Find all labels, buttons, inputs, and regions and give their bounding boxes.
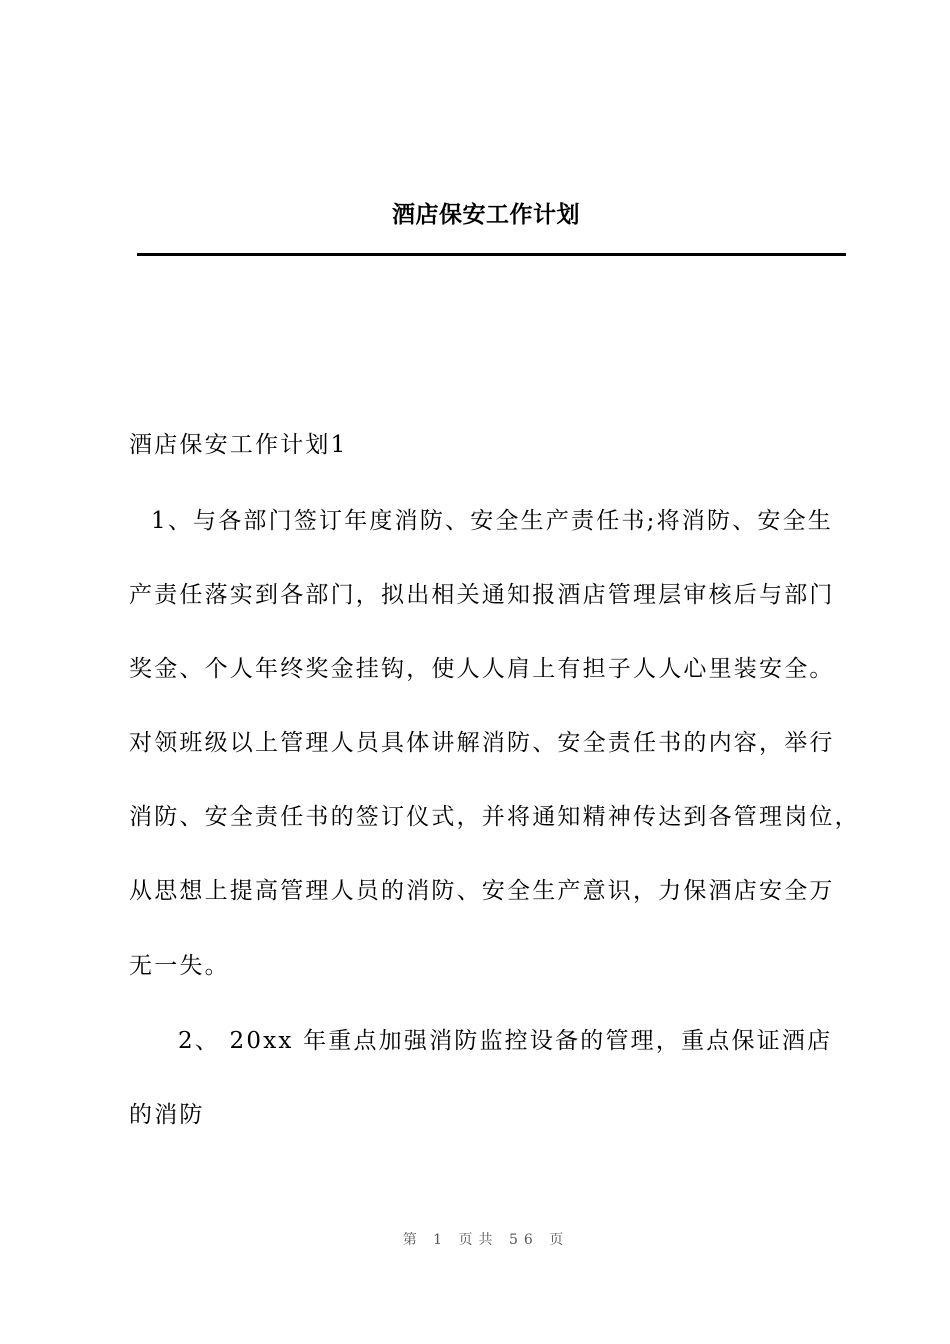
title-underline bbox=[137, 253, 846, 256]
paragraph-line: 的消防 bbox=[129, 1102, 205, 1128]
paragraph-line: 无一失。 bbox=[129, 953, 230, 979]
paragraph-line: 2、 20xx 年重点加强消防监控设备的管理，重点保证酒店 bbox=[178, 1028, 833, 1054]
paragraph-line: 奖金、个人年终奖金挂钩，使人人肩上有担子人人心里装安全。 bbox=[129, 656, 835, 682]
paragraph-line: 1、与各部门签订年度消防、安全生产责任书;将消防、安全生 bbox=[151, 508, 833, 534]
page-number-footer: 第 1 页共 56 页 bbox=[402, 1232, 570, 1248]
page-title: 酒店保安工作计划 bbox=[392, 202, 580, 228]
paragraph-line: 从思想上提高管理人员的消防、安全生产意识，力保酒店安全万 bbox=[129, 878, 835, 904]
paragraph-line: 对领班级以上管理人员具体讲解消防、安全责任书的内容，举行 bbox=[129, 730, 835, 756]
paragraph-line: 消防、安全责任书的签订仪式，并将通知精神传达到各管理岗位， bbox=[129, 804, 860, 830]
paragraph-line: 产责任落实到各部门，拟出相关通知报酒店管理层审核后与部门 bbox=[129, 582, 835, 608]
section-heading: 酒店保安工作计划1 bbox=[129, 432, 348, 458]
